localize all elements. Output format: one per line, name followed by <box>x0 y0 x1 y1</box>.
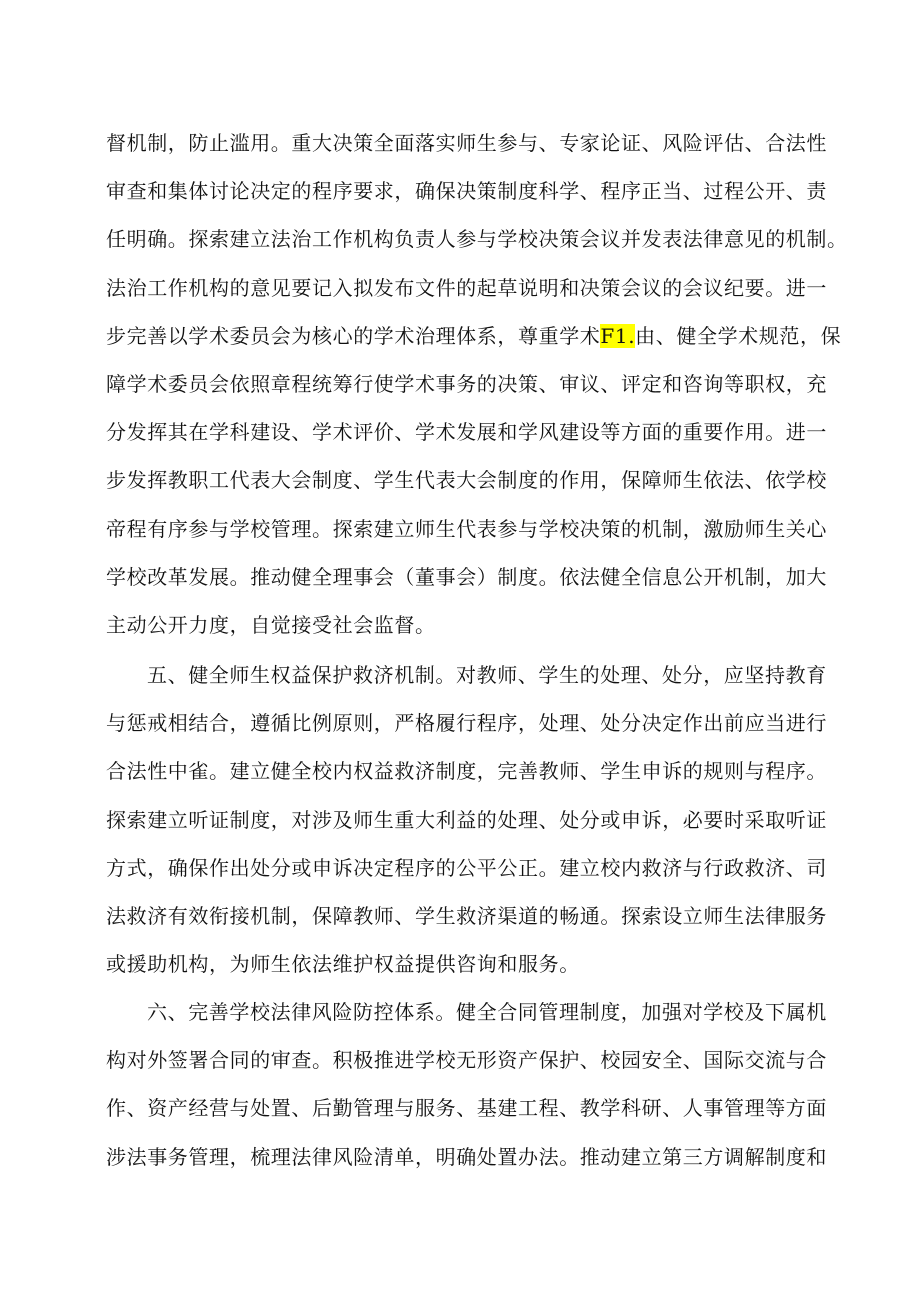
text-line: 法救济有效衔接机制，保障教师、学生救济渠道的畅通。探索设立师生法律服务 <box>106 904 827 929</box>
text-line: 构对外签署合同的审查。积极推进学校无形资产保护、校园安全、国际交流与合 <box>106 1048 827 1073</box>
text-line: 合法性中雀。建立健全校内权益救济制度，完善教师、学生申诉的规则与程序。 <box>106 759 827 784</box>
text-line: 或援助机构，为师生依法维护权益提供咨询和服务。 <box>106 952 580 977</box>
text-line: 作、资产经营与处置、后勤管理与服务、基建工程、教学科研、人事管理等方面 <box>106 1096 827 1121</box>
text-line: 六、完善学校法律风险防控体系。健全合同管理制度，加强对学校及下属机 <box>147 1000 827 1024</box>
paragraph-2 <box>106 651 826 988</box>
highlighted-text: F1. <box>600 323 636 348</box>
text-line: 学校改革发展。推动健全理事会（董事会）制度。依法健全信息公开机制，加大 <box>106 564 827 589</box>
text-line: 任明确。探索建立法治工作机构负责人参与学校决策会议并发表法律意见的机制。 <box>106 227 848 252</box>
text-line-highlighted <box>106 312 842 360</box>
paragraph-1 <box>106 119 848 649</box>
text-line: 法治工作机构的意见要记入拟发布文件的起草说明和决策会议的会议纪要。进一 <box>106 275 827 300</box>
text-line: 分发挥其在学科建设、学术评价、学术发展和学风建设等方面的重要作用。进一 <box>106 420 827 445</box>
text-line: 涉法事务管理，梳理法律风险清单，明确处置办法。推动建立第三方调解制度和 <box>106 1144 827 1169</box>
text-segment: 由、健全学术规范，保 <box>635 323 842 348</box>
text-line: 方式，确保作出处分或申诉决定程序的公平公正。建立校内救济与行政救济、司 <box>106 855 827 880</box>
text-line: 与惩戒相结合，遵循比例原则，严格履行程序，处理、处分决定作出前应当进行 <box>106 711 827 736</box>
text-segment: 步完善以学术委员会为核心的学术治理体系，尊重学术 <box>106 323 601 348</box>
text-line: 督机制，防止滥用。重大决策全面落实师生参与、专家论证、风险评估、合法性 <box>106 131 827 155</box>
text-line: 步发挥教职工代表大会制度、学生代表大会制度的作用，保障师生依法、依学校 <box>106 468 827 493</box>
text-line: 审查和集体讨论决定的程序要求，确保决策制度科学、程序正当、过程公开、责 <box>106 179 827 204</box>
text-line: 五、健全师生权益保护救济机制。对教师、学生的处理、处分，应坚持教育 <box>147 663 827 687</box>
text-line: 探索建立听证制度，对涉及师生重大利益的处理、处分或申诉，必要时采取听证 <box>106 807 827 832</box>
text-line: 主动公开力度，自觉接受社会监督。 <box>106 613 436 638</box>
paragraph-3 <box>106 988 826 1181</box>
text-line: 帝程有序参与学校管理。探索建立师生代表参与学校决策的机制，激励师生关心 <box>106 516 827 541</box>
text-line: 障学术委员会依照章程统筹行使学术事务的决策、审议、评定和咨询等职权，充 <box>106 372 827 397</box>
